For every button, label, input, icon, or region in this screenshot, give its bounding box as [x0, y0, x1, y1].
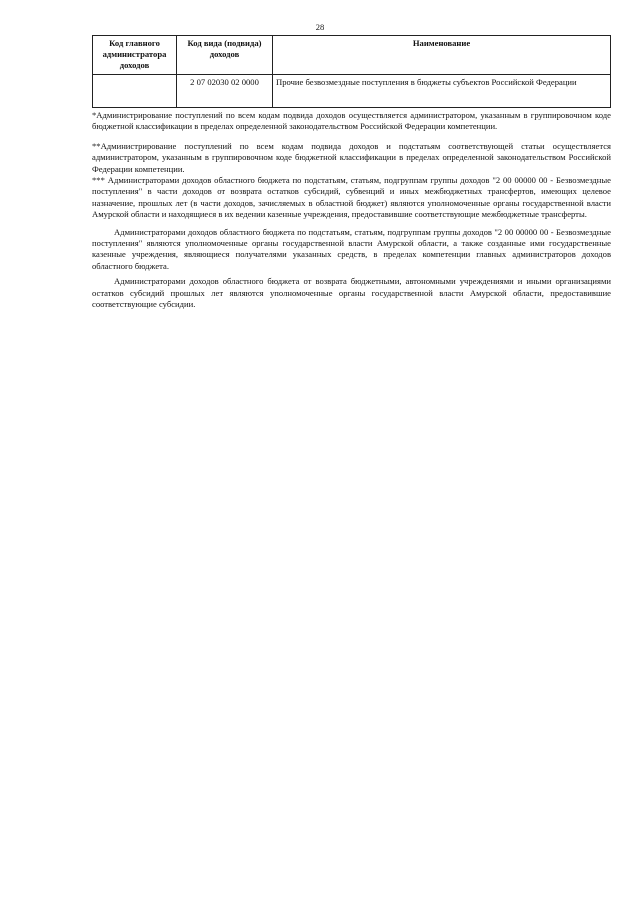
footnote-triple-asterisk: *** Администраторами доходов областного бюджета по подстатьям, статьям, подгруппам группы доходов "2 00 00000 00 - Безвозмездные поступления" в части доходов от возврата остатков субсидий, субвенций и иных межбюджетных трансфертов, имеющих целевое назначение, прошлых лет (в части доходов, зачисляемых в областной бюджет) являются уполномоченные органы государственной власти Амурской области и находящиеся в их ведении казенные учреждения, предоставившие соответствующие межбюджетные трансферты. — [92, 175, 611, 220]
footnote-double-asterisk: **Администрирование поступлений по всем кодам подвида доходов и подстатьям соответствующей статьи осуществляется администратором, указанным в группировочном коде бюджетной классификации в пределах определенной законодательством Российской Федерации компетенции. — [92, 140, 611, 174]
paragraph-administrators-subsidy-return: Администраторами доходов областного бюджета от возврата бюджетными, автономными учреждениями и иными организациями остатков субсидий прошлых лет являются уполномоченные органы государственной власти Амурской области, предоставившие соответствующие субсидии. — [92, 276, 611, 310]
table-header-row — [93, 36, 611, 75]
header-admin-code: Код главного администратора доходов — [93, 36, 177, 75]
cell-income-code: 2 07 02030 02 0000 — [177, 75, 273, 108]
page-number: 28 — [315, 22, 325, 32]
revenue-codes-table — [92, 35, 611, 108]
table-row — [93, 75, 611, 108]
cell-admin-code — [93, 75, 177, 108]
header-name: Наименование — [273, 36, 611, 75]
cell-name: Прочие безвозмездные поступления в бюджеты субъектов Российской Федерации — [273, 75, 611, 108]
footnotes — [92, 110, 611, 311]
footnote-single-asterisk: *Администрирование поступлений по всем кодам подвида доходов осуществляется администратором, указанным в группировочном коде бюджетной классификации в пределах определенной законодательством Российской Федерации компетенции. — [92, 110, 611, 132]
paragraph-administrators-gratuitous: Администраторами доходов областного бюджета по подстатьям, статьям, подгруппам группы доходов "2 00 00000 00 - Безвозмездные поступления" являются уполномоченные органы государственной власти Амурской области, а также созданные ими государственные казенные учреждения, являющиеся получателями указанных средств, в пределах компетенции главных администраторов доходов областного бюджета. — [92, 226, 611, 271]
header-income-code: Код вида (подвида) доходов — [177, 36, 273, 75]
